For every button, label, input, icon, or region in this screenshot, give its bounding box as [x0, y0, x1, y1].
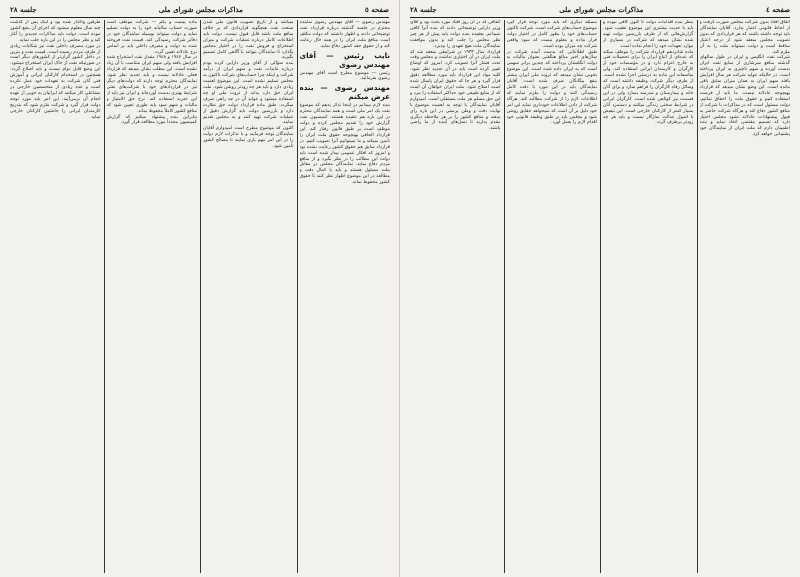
paragraph: رئیس — موضوع مطرح است آقای مهندس رضوی بفرمائید.	[299, 70, 390, 82]
section-heading: نایب رئیس — آقای مهندس رضوی	[299, 50, 390, 69]
paragraph: اکنون که موضوع مطرح است امیدوارم آقایان نمایندگان توجه فرمایند و با تذکرات لازم دولت را در این امر مهم یاری نمایند تا مصالح کشور تأمین شود.	[203, 126, 294, 150]
text-column	[300, 20, 391, 573]
text-column	[10, 20, 101, 573]
header-session: جلسه ٢٨	[10, 4, 37, 14]
column-rule	[504, 20, 505, 573]
paragraph: ماده شانزدهم قرارداد شرکت را موظف میکند که عده‌ای از اتباع ایران را برای تحصیلات فنی به خارج اعزام دارد و در مؤسسات خود از کارگران و کارمندان ایرانی استفاده کند. ولی متأسفانه این ماده به درستی اجرا نشده است. از طرف دیگر شرکت وظیفه داشته است که وسائل رفاه کارگران را فراهم سازد و برای آنان خانه و بیمارستان و مدرسه بسازد ولی در این قسمت نیز کوتاهی شده است. کارگران ایرانی در شرایط سختی زندگی میکنند و دستمزد آنان بسیار کمتر از کارکنان خارجی است. این تبعیض با اصول عدالت سازگار نیست و باید هر چه زودتر برطرف گردد.	[603, 49, 694, 126]
text-column	[410, 20, 501, 573]
paragraph: بنده لازم میدانم در اینجا تذکر بدهم که موضوع نفت یک امر ملی است و همه نمایندگان محترم در این باره هم عقیده هستند. کمیسیون نفت گزارش خود را تقدیم مجلس کرده و دولت موظف است بر طبق قانون رفتار کند. این قرارداد الحاقی بهیچوجه حقوق ملت ایران را تأمین نمیکند و ما نمیتوانیم آنرا تصویب کنیم. در قرارداد سابق هم حقوق کشور رعایت نشده بود و امروز که افکار عمومی بیدار شده است باید دولت این مطالب را در نظر بگیرد و از منافع مردم دفاع نماید. نمایندگان مجلس در مقابل ملت مسئول هستند و باید با کمال دقت و مطالعه در این موضوع اظهار نظر کنند تا حقوق کشور محفوظ بماند.	[299, 103, 390, 186]
column-rule	[200, 20, 201, 573]
paragraph: قرارداد سال ١٩٣٣ در شرایطی منعقد شد که ملت ایران در آن اختیاری نداشت و مجلس وقت تحت فشار آنرا تصویب کرد. امروز که اوضاع تغییر کرده است باید در آن تجدید نظر شود. کلیه مواد این قرارداد باید مورد مطالعه دقیق قرار گیرد و هر جا که حقوق ایران پایمال شده است اصلاح شود. ملت ایران خواهان آن است که از منابع طبیعی خود حداکثر استفاده را ببرد و این حق مسلم هر ملت مستقلی است. امیدوارم آقایان نمایندگان با توجه به اهمیت موضوع با نهایت دقت و وطن پرستی در این باره رأی بدهند و منافع کشور را بر هر ملاحظه دیگری مقدم بدارند تا نسل‌های آینده از ما راضی باشند.	[410, 49, 501, 132]
text-column	[107, 20, 198, 573]
column-rule	[297, 20, 298, 573]
column-rule	[697, 20, 698, 573]
paragraph: بنابراین بنده پیشنهاد میکنم که گزارش کمیسیون مجدداً مورد مطالعه قرار گیرد.	[106, 114, 197, 126]
paragraph: مسئله دیگری که باید مورد توجه قرار گیرد موضوع حساب‌های شرکت است. شرکت تاکنون حساب‌های خود را بطور کامل در اختیار دولت قرار نداده و معلوم نیست که سود واقعی شرکت چه میزان بوده است.	[506, 20, 597, 49]
paragraph: در مورد مصرف داخلی نفت نیز شکایات زیادی از طرف مردم رسیده است. قیمت نفت و بنزین در داخل کشور گران‌تر از کشورهای دیگر است در صورتیکه نفت از خاک ایران استخراج میشود. این وضع قابل دوام نیست و باید اصلاح گردد. همچنین در استخدام کارکنان ایرانی و آموزش فنی آنان شرکت به تعهدات خود عمل نکرده است و عده زیادی از متخصصین خارجی در مشاغلی کار میکنند که ایرانیان به خوبی از عهده انجام آن برمی‌آیند. این امر باید مورد توجه دولت قرار گیرد و شرکت ملزم شود که بتدریج کارمندان ایرانی را جانشین کارکنان خارجی نماید.	[10, 43, 101, 120]
text-column	[603, 20, 694, 573]
text-column	[700, 20, 791, 573]
column-rule	[600, 20, 601, 573]
paragraph: میباشد و از تاریخ تصویب قانون ملی شدن صنعت نفت هیچگونه قراردادی که بر خلاف منافع ملت باشد قابل قبول نیست. دولت باید اطلاعات کامل درباره عملیات شرکت و میزان استخراج و فروش نفت را در اختیار مجلس بگذارد تا نمایندگان بتوانند با آگاهی کامل تصمیم بگیرند.	[203, 20, 294, 61]
text-column	[203, 20, 294, 573]
column-rule	[104, 20, 105, 573]
header-title: مذاکرات مجلس شورای ملی	[158, 4, 243, 14]
header-rule	[410, 17, 790, 18]
paragraph: اتفاقی که در آن روز افتاد مورد بحث بود و آقای وزیر دارایی توضیحاتی دادند که بنده آنرا کافی نمیدانم. بعقیده بنده دولت باید پیش از هر چیز نظر مجلس را جلب کند و بدون موافقت نمایندگان ملت هیچ تعهدی را نپذیرد.	[410, 20, 501, 49]
text-column	[507, 20, 598, 573]
header-page-number: صفحه ٤	[766, 4, 790, 14]
right-page	[400, 0, 800, 577]
section-heading: مهندس رضوی — بنده عرض میکنم	[299, 83, 390, 102]
paragraph: طبق اطلاعاتی که بدست آمده شرکت در سال‌های اخیر مبالغ هنگفتی بعنوان مالیات به دولت انگلستان پرداخته که چندین برابر سهمی است که به ایران داده شده است. این موضوع بخوبی نشان میدهد که ثروت ملی ایران بیشتر بنفع بیگانگان صرف شده است. آقایان نمایندگان باید در این مورد با دقت کامل رسیدگی کنند و دولت را ملزم نمایند که اطلاعات لازم را از شرکت مطالبه کند. هرگاه شرکت از دادن اطلاعات خودداری نماید این امر خود دلیل بر آن است که نمیخواهد حقایق روشن شود و مجلس باید بر طبق وظیفه قانونی خود اقدام لازم را بعمل آورد.	[506, 49, 597, 126]
paragraph: در سال ١٩٤٧ و ١٩٤٨ مقدار نفت استخراج شده افزایش یافته ولی سهم ایران متناسب با آن زیاد نشده است. این مطلب نشان میدهد که قرارداد فعلی عادلانه نیست و باید تجدید نظر شود. نمایندگان محترم توجه دارند که دولت‌های دیگر نیز در قراردادهای خود با شرکت‌های نفتی شرایط بهتری بدست آورده‌اند و ایران نیز باید از این تجربه استفاده کند. نرخ حق الامتیاز و مالیات و سهم سود باید طوری تعیین شود که منافع کشور کاملاً محفوظ بماند.	[106, 55, 197, 114]
paragraph: طرفین واگذار شده بود و اینک پس از گذشت چند سال معلوم میشود که اجرای آن بنفع کشور نبوده است. دولت باید مذاکرات جدیدی را آغاز کند و نظر مجلس را در این باره جلب نماید.	[10, 20, 101, 43]
paragraph: مهندس رضوی — آقای مهندس رضوی نماینده محترم در جلسه گذشته درباره قرارداد نفت توضیحاتی دادند و اظهار داشتند که دولت مکلف است منافع ملت ایران را در همه حال رعایت کند و از حقوق حقه کشور دفاع نماید.	[299, 20, 390, 49]
header-page-number: صفحه ٥	[365, 4, 389, 14]
header-title: مذاکرات مجلس شورای ملی	[559, 4, 644, 14]
header-session: جلسه ٢٨	[410, 4, 437, 14]
header-rule	[10, 17, 389, 18]
paragraph: اتفاق افتاد بدون شرکت مجلس صورت گرفت و از لحاظ قانونی اعتبار ندارد. آقایان نمایندگان باید توجه داشته باشند که هر قراردادی که بدون تصویب مجلس منعقد شود از درجه اعتبار ساقط است و دولت نمیتواند ملت را به آن ملزم کند.	[699, 20, 790, 55]
paragraph: ماده بیست و یکم — شرکت موظف است صورت حساب سالیانه خود را به دولت تسلیم نماید و دولت میتواند بوسیله نمایندگان خود در دفاتر شرکت رسیدگی کند. قیمت نفت فروخته شده به دولت و مصرف داخلی باید بر اساس نرخ عادلانه تعیین گردد.	[106, 20, 197, 55]
paragraph: شرکت نفت انگلیس و ایران در طول سالهای گذشته منافع سرشاری از منابع نفت ایران بدست آورده و سهم ناچیزی به ایران پرداخته است. در حالیکه عواید شرکت هر سال افزایش یافته سهم ایران به همان میزان سابق باقی مانده است. این وضع نشان میدهد که قرارداد بهیچوجه عادلانه نیست. ما باید از فرصت استفاده کنیم و حقوق ملت را احقاق نمائیم. دولت مسئول است که در مذاکرات با شرکت از منافع کشور دفاع کند و هرگاه شرکت حاضر به قبول پیشنهادات عادلانه نشود مجلس اختیار دارد که تصمیم مقتضی اتخاذ نماید و بنده اطمینان دارم که ملت ایران از نمایندگان خود پشتیبانی خواهد کرد.	[699, 55, 790, 138]
page-header	[410, 2, 790, 16]
paragraph: بنده سؤالی از آقای وزیر دارایی کرده بودم درباره عایدات نفت و سهم ایران از درآمد شرکت و اینکه چرا حساب‌های شرکت تاکنون به مجلس تسلیم نشده است. این موضوع اهمیت زیادی دارد و باید هر چه زودتر روشن شود. ملت ایران حق دارد بداند از ثروت ملی او چه استفاده میشود و عواید آن در چه راهی صرف میگردد. طبق ماده قرارداد دولت حق نظارت دارد و بازرسین دولت باید گزارش دقیق از عملیات شرکت تهیه کنند و به مجلس تقدیم نمایند.	[203, 61, 294, 126]
paragraph: بنظر بنده اقدامات دولت تا کنون کافی نبوده و باید با جدیت بیشتری این موضوع تعقیب شود. گزارش‌هائی که از طرف بازرسین دولت تهیه شده نشان میدهد که شرکت در بسیاری از موارد تعهدات خود را انجام نداده است.	[603, 20, 694, 49]
page-header	[10, 2, 389, 16]
